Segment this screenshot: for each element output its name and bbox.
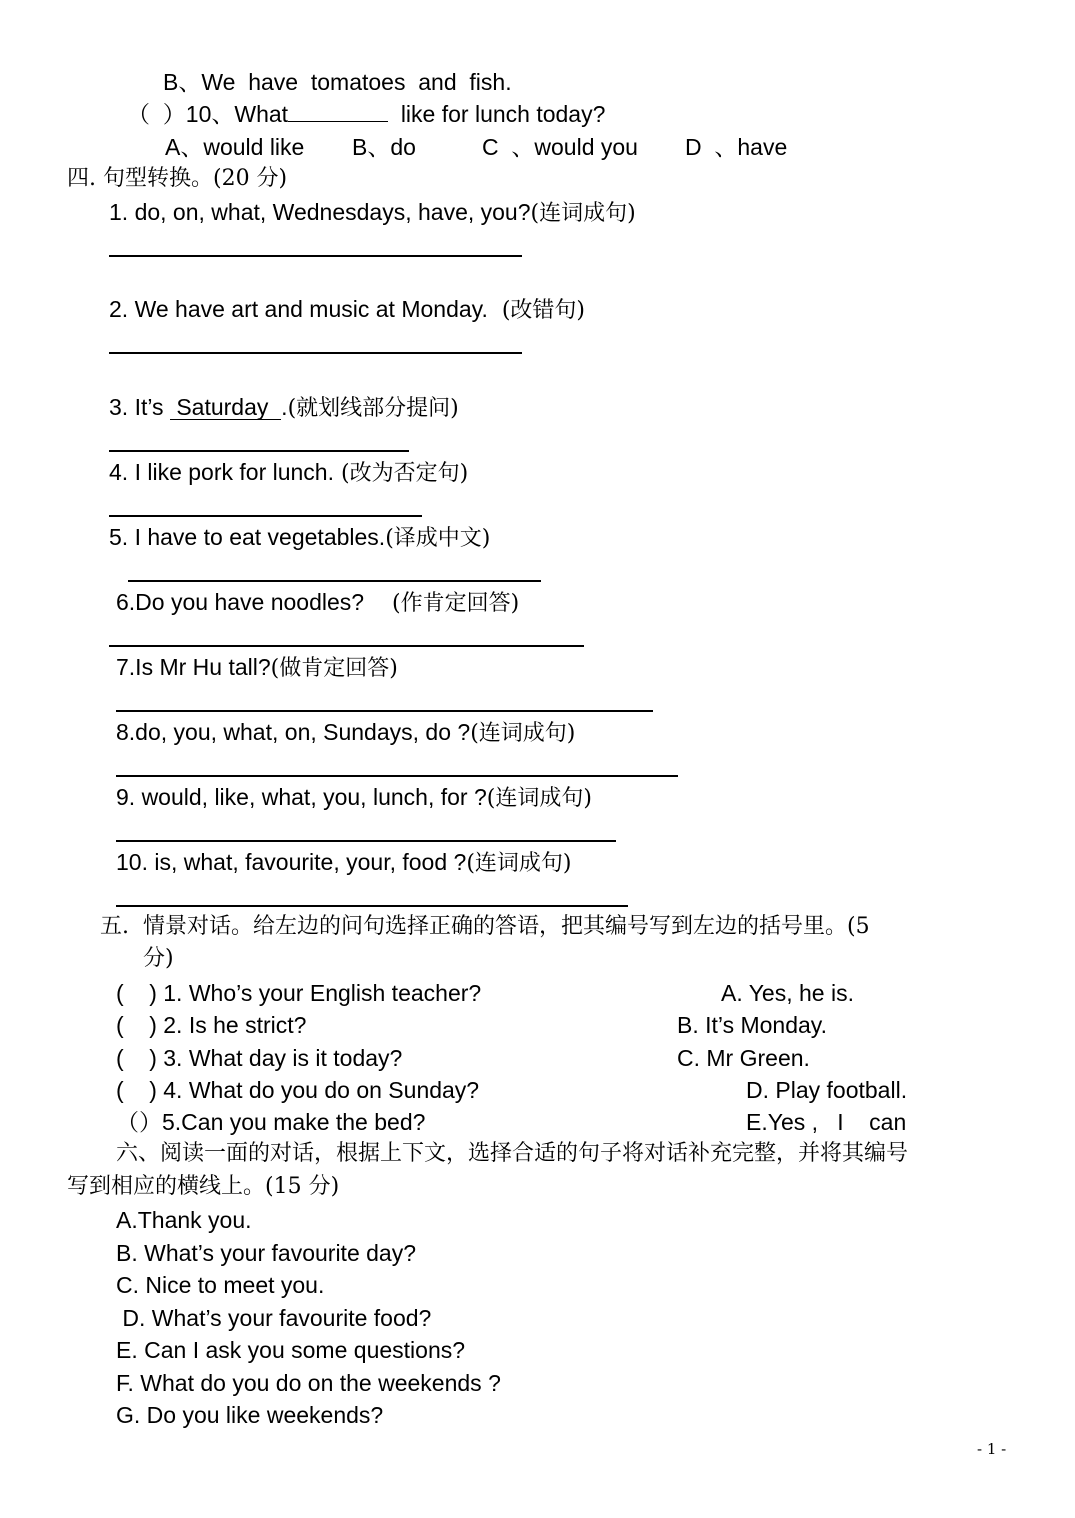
s4-answer-line-9: [116, 840, 616, 842]
s4-item-2-text: 2. We have art and music at Monday.: [109, 296, 488, 322]
s4-item-3-hint: (就划线部分提问): [287, 396, 459, 421]
s4-answer-line-3: [109, 450, 409, 452]
s4-item-10-hint: (连词成句): [466, 851, 572, 876]
s6-option-g: G. Do you like weekends?: [116, 1402, 384, 1428]
q10-option-d: D 、have: [685, 134, 788, 160]
s5-question-1: ( ) 1. Who’s your English teacher?: [116, 980, 482, 1006]
page-number: - 1 -: [977, 1440, 1007, 1458]
s5-answer-c: C. Mr Green.: [677, 1045, 810, 1071]
s4-item-6-text: 6.Do you have noodles?: [116, 589, 365, 615]
s4-item-5: [109, 523, 490, 553]
s4-item-7: [116, 653, 398, 683]
s4-item-7-hint: (做肯定回答): [270, 656, 398, 681]
s4-item-1-text: 1. do, on, what, Wednesdays, have, you?: [109, 199, 531, 225]
s4-item-3-suffix: .: [281, 394, 288, 420]
q10-option-a: A、would like: [165, 134, 305, 160]
s5-question-5: （）5.Can you make the bed?: [116, 1109, 426, 1135]
s4-answer-line-1: [109, 255, 522, 257]
s4-answer-line-8: [116, 775, 678, 777]
q10-suffix: like for lunch today?: [388, 101, 606, 127]
s4-item-10-text: 10. is, what, favourite, your, food ?: [116, 849, 467, 875]
s4-item-3: [109, 393, 459, 423]
section5-heading-cont: 分): [143, 946, 174, 971]
s5-answer-b: B. It’s Monday.: [677, 1012, 827, 1038]
s5-question-2: ( ) 2. Is he strict?: [116, 1012, 307, 1038]
s5-question-4: ( ) 4. What do you do on Sunday?: [116, 1077, 480, 1103]
s4-item-9-hint: (连词成句): [486, 786, 592, 811]
s5-answer-e: E.Yes , I can: [746, 1109, 907, 1135]
s4-item-9-text: 9. would, like, what, you, lunch, for ?: [116, 784, 487, 810]
s6-option-b: B. What’s your favourite day?: [116, 1240, 416, 1266]
s4-item-2: [109, 295, 585, 325]
s4-answer-line-4: [109, 515, 422, 517]
s6-option-a: A.Thank you.: [116, 1207, 252, 1233]
section6-heading: 六、阅读一面的对话，根据上下文，选择合适的句子将对话补充完整，并将其编号: [116, 1141, 909, 1166]
s6-option-e: E. Can I ask you some questions?: [116, 1337, 466, 1363]
s4-item-8: [116, 718, 575, 748]
s4-item-4-text: 4. I like pork for lunch.: [109, 459, 334, 485]
q10-blank: [288, 101, 388, 122]
s4-item-5-hint: (译成中文): [385, 526, 491, 551]
s4-item-3-underlined: Saturday: [169, 394, 282, 420]
q10-prefix: （ ）10、What: [127, 101, 289, 127]
s4-item-4-hint: (改为否定句): [334, 461, 469, 486]
s4-item-2-hint: (改错句): [487, 298, 585, 323]
s4-item-8-text: 8.do, you, what, on, Sundays, do ?: [116, 719, 471, 745]
s6-option-c: C. Nice to meet you.: [116, 1272, 325, 1298]
q10-option-b: B、do: [352, 134, 416, 160]
prev-option-b: B、We have tomatoes and fish.: [163, 69, 512, 95]
section4-heading: 四. 句型转换。(20 分): [67, 166, 288, 191]
s4-item-10: [116, 848, 571, 878]
s4-item-6-hint: (作肯定回答): [364, 591, 520, 616]
question-10: [127, 100, 605, 128]
s4-answer-line-2: [109, 352, 522, 354]
s5-answer-a: A. Yes, he is.: [721, 980, 854, 1006]
s4-item-3-prefix: 3. It’s: [109, 394, 170, 420]
q10-option-c: C 、would you: [482, 134, 638, 160]
s4-item-1: [109, 198, 636, 228]
s4-answer-line-6: [109, 645, 584, 647]
section5-heading: 五. 情景对话。给左边的问句选择正确的答语，把其编号写到左边的括号里。(5: [100, 914, 870, 939]
s4-answer-line-10: [116, 905, 628, 907]
s4-item-7-text: 7.Is Mr Hu tall?: [116, 654, 271, 680]
s4-item-9: [116, 783, 592, 813]
s6-option-f: F. What do you do on the weekends ?: [116, 1370, 501, 1396]
s4-answer-line-7: [116, 710, 653, 712]
s6-option-d: D. What’s your favourite food?: [116, 1305, 432, 1331]
s4-item-6: [116, 588, 519, 618]
s4-item-4: [109, 458, 468, 488]
s4-item-5-text: 5. I have to eat vegetables.: [109, 524, 386, 550]
s5-answer-d: D. Play football.: [746, 1077, 908, 1103]
section6-heading-cont: 写到相应的横线上。(15 分): [67, 1174, 340, 1199]
s4-answer-line-5: [128, 580, 541, 582]
s4-item-8-hint: (连词成句): [470, 721, 576, 746]
s4-item-1-hint: (连词成句): [530, 201, 636, 226]
s5-question-3: ( ) 3. What day is it today?: [116, 1045, 403, 1071]
